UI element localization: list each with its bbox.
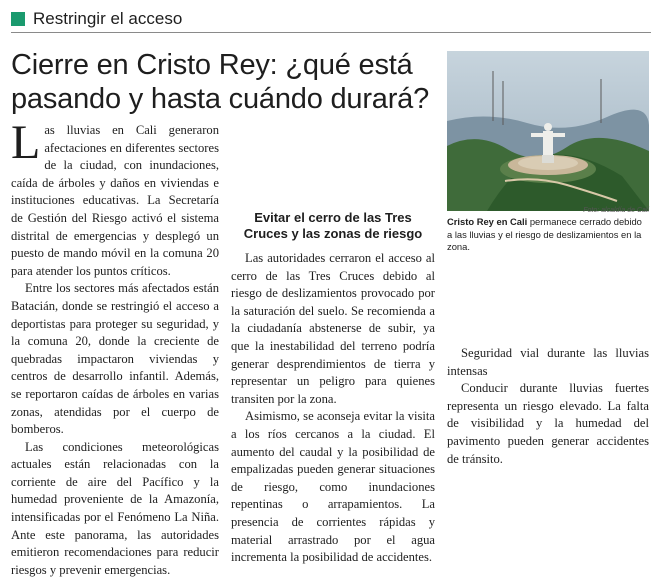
article-column-3 (447, 261, 649, 468)
caption-bold: Cristo Rey en Cali (447, 216, 528, 227)
body-paragraph: Conducir durante lluvias fuertes representa un riesgo elevado. La falta de visibilidad y la humedad del pavimento pueden generar accidentes de tránsito. (447, 381, 649, 466)
cristo-rey-illustration (447, 51, 649, 211)
section-header (11, 9, 651, 31)
body-paragraph: Entre los sectores más afectados están Batacián, donde se restringió el acceso a deportistas para proteger su seguridad, y la comuna 20, donde la creciente de quebradas impactaron viviendas y centros de desarrollo infantil. Además, se reportaron caídas de árboles en varias zonas, atendidas por el cuerpo de bomberos. (11, 281, 219, 437)
cristo-rey-photo (447, 51, 649, 211)
section-marker-icon (11, 12, 25, 26)
photo-credit: Foto: alcaldía de Cali (583, 207, 649, 214)
article-headline: Cierre en Cristo Rey: ¿qué está pasando y hasta cuándo durará? (11, 49, 430, 115)
body-paragraph: Asimismo, se aconseja evitar la visita a los ríos cercanos a la ciudad. El aumento del caudal y la posibilidad de empalizadas pueden generar situaciones de riesgo, como inundaciones repentinas o arrapamientos. La presencia de corrientes rápidas y material arrastrado por el agua incrementa la posibilidad de accidentes. (231, 409, 435, 565)
lead-text: as lluvias en Cali generaron afectaciones en diferentes sectores de la ciudad, con inundaciones, caída de árboles y daños en viviendas e instituciones educativas. La Secretaría de Gestión del Riesgo activó el sistema distrital de emergencias y desplegó un puesto de mando móvil en la comuna 20 para atender los puntos críticos. (11, 123, 219, 278)
section-divider (11, 32, 651, 33)
article-column-1 (11, 116, 219, 579)
body-paragraph: Las autoridades cerraron el acceso al cerro de las Tres Cruces debido al riesgo de deslizamientos provocado por la saturación del suelo. Se recomienda a la ciudadanía abstenerse de subir, ya que la inestabilidad del terreno podría generar desprendimientos de tierra y representar un peligro para quienes transiten por la zona. (231, 251, 435, 406)
article-subhead: Evitar el cerro de las Tres Cruces y las zonas de riesgo (243, 210, 423, 241)
lead-paragraph (11, 116, 219, 280)
section-label: Restringir el acceso (33, 9, 183, 28)
body-paragraph: Seguridad vial durante las lluvias intensas (447, 346, 649, 378)
caption-text: permanece cerrado debido a las lluvias y el riesgo de deslizamientos en la zona. (447, 216, 642, 252)
body-paragraph: Las condiciones meteorológicas actuales están relacionadas con la corriente de aire del Pacífico y la humedad proveniente de la Amazonía, intensificadas por el Fenómeno La Niña. Ante este panorama, las autoridades emitieron recomendaciones para reducir riesgos y prevenir emergencias. (11, 439, 219, 577)
drop-cap: L (11, 116, 41, 169)
article-column-2 (231, 122, 435, 567)
photo-caption (447, 216, 649, 254)
